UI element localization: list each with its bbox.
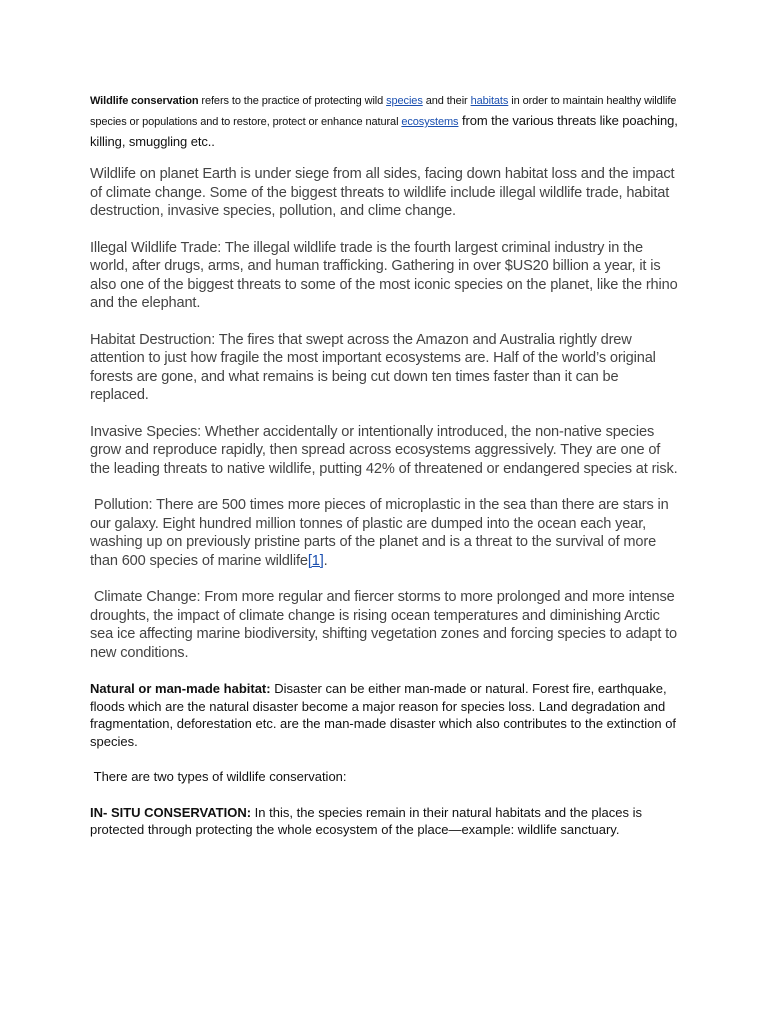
in-situ-text: In this, the species remain in their natural habitats and the places is protected through protecting the whole ecosystem of the place—example: wildlife sanctuary.	[90, 804, 646, 837]
intro-text-2: and their	[422, 95, 471, 107]
in-situ-lead-term: IN- SITU CONSERVATION:	[90, 804, 252, 820]
habitat-destruction-paragraph: Habitat Destruction: The fires that swept across the Amazon and Australia rightly drew attention to just how fragile the most important ecosystems are. Half of the world’s original forests are gone, and what remains is being cut down ten times faster than it can be replaced.	[90, 331, 660, 403]
document-page	[90, 92, 680, 857]
pollution-text: Pollution: There are 500 times more pieces of microplastic in the sea than there are stars in our galaxy. Eight hundred million tonnes of plastic are dumped into the ocean each year, washing up on previously pristine parts of the planet and is a threat to the survival of more than 600 species of marine wildlife	[90, 497, 673, 569]
in-situ-paragraph	[90, 804, 680, 839]
types-paragraph: There are two types of wildlife conservation:	[90, 769, 347, 784]
invasive-species-paragraph: Invasive Species: Whether accidentally or intentionally introduced, the non-native species grow and reproduce rapidly, then spread across ecosystems aggressively. They are one of the leading threats to native wildlife, putting 42% of threatened or endangered species at risk.	[90, 423, 678, 477]
pollution-end: .	[323, 552, 328, 569]
pollution-paragraph	[90, 496, 680, 570]
intro-text-4: from the various threats like poaching, killing, smuggling etc..	[90, 113, 678, 149]
overview-paragraph: Wildlife on planet Earth is under siege from all sides, facing down habitat loss and the impact of climate change. Some of the biggest threats to wildlife include illegal wildlife trade, habitat destruction, invasive species, pollution, and clime change.	[90, 166, 679, 219]
climate-change-paragraph: Climate Change: From more regular and fiercer storms to more prolonged and more intense droughts, the impact of climate change is rising ocean temperatures and diminishing Arctic sea ice affecting marine biodiversity, shifting vegetation zones and forcing species to adapt to new conditions.	[90, 589, 681, 661]
habitat-paragraph	[90, 680, 680, 750]
intro-text-3: in order to maintain healthy wildlife species or populations and to restore, protect or enhance natural	[90, 95, 677, 128]
habitat-lead-term: Natural or man-made habitat:	[90, 681, 271, 696]
habitat-text: Disaster can be either man-made or natural. Forest fire, earthquake, floods which are the natural disaster become a major reason for species loss. Land degradation and fragmentation, deforestation etc. are the man-made disaster which also contributes to the extinction of species.	[90, 681, 680, 749]
intro-text-1: refers to the practice of protecting wild	[198, 95, 387, 107]
ecosystems-link[interactable]: ecosystems	[401, 116, 459, 128]
habitats-link[interactable]: habitats	[470, 95, 509, 107]
footnote-link[interactable]: [1]	[307, 552, 324, 569]
illegal-trade-paragraph: Illegal Wildlife Trade: The illegal wildlife trade is the fourth largest criminal industry in the world, after drugs, arms, and human trafficking. Gathering in over $US20 billion a year, it is also one of the biggest threats to some of the most iconic species on the planet, like the rhino and the elephant.	[90, 239, 682, 311]
intro-paragraph	[90, 92, 680, 153]
intro-lead-term: Wildlife conservation	[90, 95, 199, 107]
species-link[interactable]: species	[386, 95, 423, 107]
